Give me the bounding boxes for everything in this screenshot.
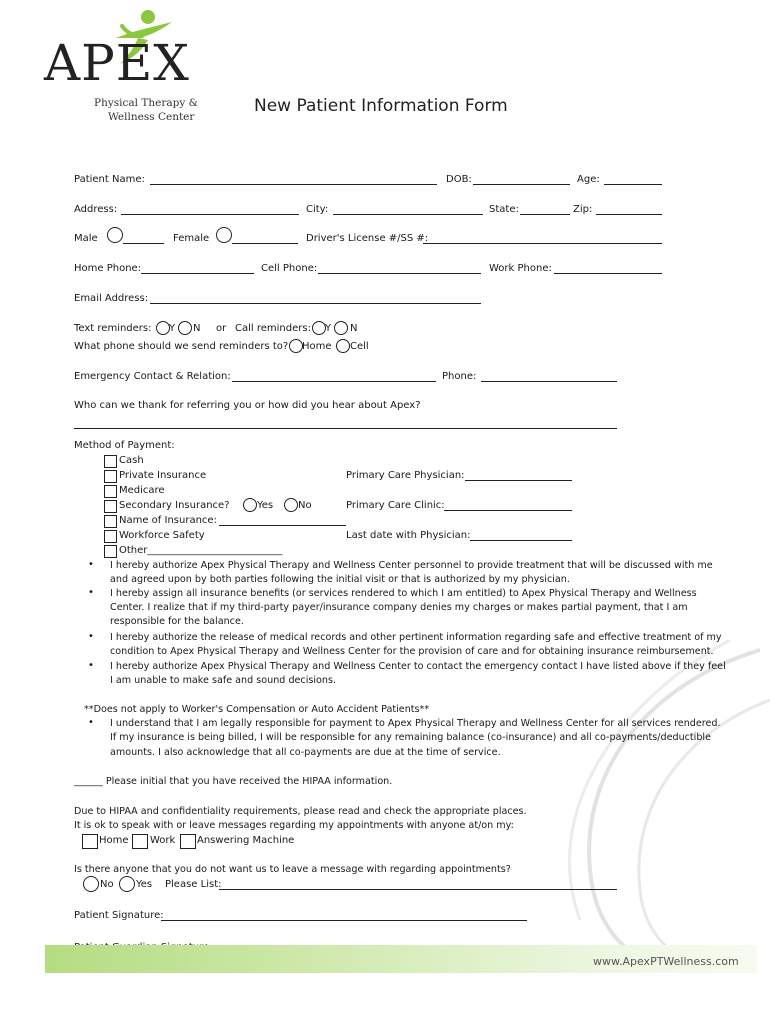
city-label: City: bbox=[306, 204, 329, 215]
hipaa-intro-2: It is ok to speak with or leave messages regarding my appointments with anyone at/on my: bbox=[74, 820, 514, 831]
hipaa-yes-label: Yes bbox=[136, 879, 153, 890]
emergency-phone-label: Phone: bbox=[442, 371, 477, 382]
term-2-line-1: I hereby assign all insurance benefits (or services rendered to which I am entitled) to Apex Physical Therapy and Wellness bbox=[110, 588, 697, 599]
term-3-line-2: condition to Apex Physical Therapy and Wellness Center for the provision of care and for obtaining insurance reimbursement. bbox=[110, 646, 714, 657]
male-radio[interactable] bbox=[107, 227, 123, 243]
other-checkbox[interactable] bbox=[104, 545, 117, 558]
term-5-line-1: I understand that I am legally responsible for payment to Apex Physical Therapy and Wellness Center for all services rendered. bbox=[110, 718, 721, 729]
cash-checkbox[interactable] bbox=[104, 455, 117, 468]
call-reminders-yes-radio[interactable] bbox=[312, 321, 326, 335]
bullet-icon: • bbox=[88, 660, 94, 671]
last-date-physician-field[interactable] bbox=[470, 540, 572, 541]
female-label: Female bbox=[173, 233, 210, 244]
name-of-insurance-field[interactable] bbox=[219, 525, 346, 526]
payment-method-label: Method of Payment: bbox=[74, 440, 175, 451]
term-3-line-1: I hereby authorize the release of medical records and other pertinent information regarding safe and effective treatment of my bbox=[110, 632, 722, 643]
hipaa-no-radio[interactable] bbox=[83, 876, 99, 892]
state-field[interactable] bbox=[520, 214, 570, 215]
call-reminders-yes-label: Y bbox=[325, 323, 332, 334]
term-5-line-3: amounts. I also acknowledge that all co-payments are due at the time of service. bbox=[110, 747, 501, 758]
please-list-label: Please List: bbox=[165, 879, 222, 890]
home-phone-label: Home Phone: bbox=[74, 263, 142, 274]
term-4-line-2: I am unable to make safe and sound decisions. bbox=[110, 675, 337, 686]
license-field[interactable] bbox=[423, 243, 662, 244]
other-label: Other___________________________ bbox=[119, 545, 283, 556]
text-reminders-no-radio[interactable] bbox=[178, 321, 192, 335]
text-reminders-no-label: N bbox=[193, 323, 201, 334]
please-list-field[interactable] bbox=[219, 889, 617, 890]
male-label: Male bbox=[74, 233, 98, 244]
bullet-icon: • bbox=[88, 631, 94, 642]
secondary-no-radio[interactable] bbox=[284, 498, 298, 512]
reminder-home-label: Home bbox=[302, 341, 332, 352]
call-reminders-no-label: N bbox=[350, 323, 358, 334]
hipaa-answering-machine-label: Answering Machine bbox=[197, 835, 295, 846]
or-label: or bbox=[216, 323, 227, 334]
hipaa-work-checkbox[interactable] bbox=[132, 834, 148, 849]
male-line bbox=[123, 243, 164, 244]
workforce-safety-label: Workforce Safety bbox=[119, 530, 205, 541]
reminder-cell-label: Cell bbox=[350, 341, 369, 352]
patient-signature-label: Patient Signature: bbox=[74, 910, 164, 921]
bullet-icon: • bbox=[88, 717, 94, 728]
dob-field[interactable] bbox=[473, 184, 570, 185]
last-date-physician-label: Last date with Physician: bbox=[346, 530, 471, 541]
referral-field[interactable] bbox=[74, 428, 617, 429]
primary-care-physician-label: Primary Care Physician: bbox=[346, 470, 465, 481]
zip-label: Zip: bbox=[573, 204, 593, 215]
call-reminders-label: Call reminders: bbox=[235, 323, 311, 334]
term-2-line-2: Center. I realize that if my third-party payer/insurance company denies my charges or makes partial payment, that I am bbox=[110, 602, 688, 613]
logo-wordmark: APEX bbox=[44, 34, 190, 92]
work-phone-label: Work Phone: bbox=[489, 263, 552, 274]
hipaa-intro-1: Due to HIPAA and confidentiality requirements, please read and check the appropriate places. bbox=[74, 806, 527, 817]
hipaa-answering-machine-checkbox[interactable] bbox=[180, 834, 196, 849]
age-label: Age: bbox=[577, 174, 600, 185]
medicare-label: Medicare bbox=[119, 485, 165, 496]
name-of-insurance-checkbox[interactable] bbox=[104, 515, 117, 528]
footer-website[interactable]: www.ApexPTWellness.com bbox=[593, 955, 739, 968]
hipaa-yes-radio[interactable] bbox=[119, 876, 135, 892]
term-2-line-3: responsible for the balance. bbox=[110, 616, 244, 627]
work-phone-field[interactable] bbox=[554, 273, 662, 274]
hipaa-question: Is there anyone that you do not want us to leave a message with regarding appointments? bbox=[74, 864, 511, 875]
female-radio[interactable] bbox=[216, 227, 232, 243]
primary-care-clinic-label: Primary Care Clinic: bbox=[346, 500, 445, 511]
dob-label: DOB: bbox=[446, 174, 472, 185]
logo-subtitle-line-2: Wellness Center bbox=[108, 111, 195, 123]
secondary-yes-label: Yes bbox=[257, 500, 274, 511]
reminder-home-radio[interactable] bbox=[289, 339, 303, 353]
hipaa-no-label: No bbox=[100, 879, 114, 890]
email-label: Email Address: bbox=[74, 293, 149, 304]
private-insurance-checkbox[interactable] bbox=[104, 470, 117, 483]
workforce-safety-checkbox[interactable] bbox=[104, 530, 117, 543]
term-1-line-2: and agreed upon by both parties following the initial visit or that is authorized by my physician. bbox=[110, 574, 570, 585]
patient-name-field[interactable] bbox=[150, 184, 437, 185]
patient-name-label: Patient Name: bbox=[74, 174, 145, 185]
workers-comp-note: **Does not apply to Worker's Compensation or Auto Accident Patients** bbox=[84, 704, 430, 715]
medicare-checkbox[interactable] bbox=[104, 485, 117, 498]
patient-signature-field[interactable] bbox=[161, 920, 527, 921]
referral-label: Who can we thank for referring you or how did you hear about Apex? bbox=[74, 400, 421, 411]
secondary-yes-radio[interactable] bbox=[243, 498, 257, 512]
age-field[interactable] bbox=[604, 184, 662, 185]
term-5-line-2: If my insurance is being billed, I will be responsible for any remaining balance (co-insurance) and all co-payments/deductible bbox=[110, 732, 712, 743]
cash-label: Cash bbox=[119, 455, 144, 466]
primary-care-physician-field[interactable] bbox=[465, 480, 572, 481]
email-field[interactable] bbox=[150, 303, 481, 304]
home-phone-field[interactable] bbox=[141, 273, 254, 274]
term-1-line-1: I hereby authorize Apex Physical Therapy and Wellness Center personnel to provide treatment that will be discussed with me bbox=[110, 560, 713, 571]
secondary-insurance-checkbox[interactable] bbox=[104, 500, 117, 513]
state-label: State: bbox=[489, 204, 519, 215]
term-4-line-1: I hereby authorize Apex Physical Therapy and Wellness Center to contact the emergency contact I have listed above if they feel bbox=[110, 661, 726, 672]
zip-field[interactable] bbox=[596, 214, 662, 215]
cell-phone-field[interactable] bbox=[318, 273, 481, 274]
reminder-cell-radio[interactable] bbox=[336, 339, 350, 353]
logo-subtitle-line-1: Physical Therapy & bbox=[94, 97, 198, 109]
hipaa-home-checkbox[interactable] bbox=[82, 834, 98, 849]
bullet-icon: • bbox=[88, 587, 94, 598]
bullet-icon: • bbox=[88, 559, 94, 570]
page-title: New Patient Information Form bbox=[254, 96, 508, 116]
address-label: Address: bbox=[74, 204, 118, 215]
emergency-contact-field[interactable] bbox=[232, 381, 436, 382]
private-insurance-label: Private Insurance bbox=[119, 470, 207, 481]
name-of-insurance-label: Name of Insurance: bbox=[119, 515, 217, 526]
cell-phone-label: Cell Phone: bbox=[261, 263, 318, 274]
hipaa-home-label: Home bbox=[99, 835, 129, 846]
text-reminders-label: Text reminders: bbox=[74, 323, 152, 334]
address-field[interactable] bbox=[121, 214, 299, 215]
reminder-phone-label: What phone should we send reminders to? bbox=[74, 341, 289, 352]
emergency-contact-label: Emergency Contact & Relation: bbox=[74, 371, 231, 382]
female-line bbox=[232, 243, 298, 244]
city-field[interactable] bbox=[333, 214, 483, 215]
text-reminders-yes-radio[interactable] bbox=[156, 321, 170, 335]
text-reminders-yes-label: Y bbox=[169, 323, 176, 334]
call-reminders-no-radio[interactable] bbox=[334, 321, 348, 335]
primary-care-clinic-field[interactable] bbox=[444, 510, 572, 511]
hipaa-initial-line[interactable]: ______ Please initial that you have received the HIPAA information. bbox=[74, 776, 393, 787]
secondary-insurance-label: Secondary Insurance? bbox=[119, 500, 230, 511]
emergency-phone-field[interactable] bbox=[481, 381, 617, 382]
hipaa-work-label: Work bbox=[150, 835, 176, 846]
secondary-no-label: No bbox=[298, 500, 312, 511]
license-label: Driver's License #/SS #: bbox=[306, 233, 429, 244]
